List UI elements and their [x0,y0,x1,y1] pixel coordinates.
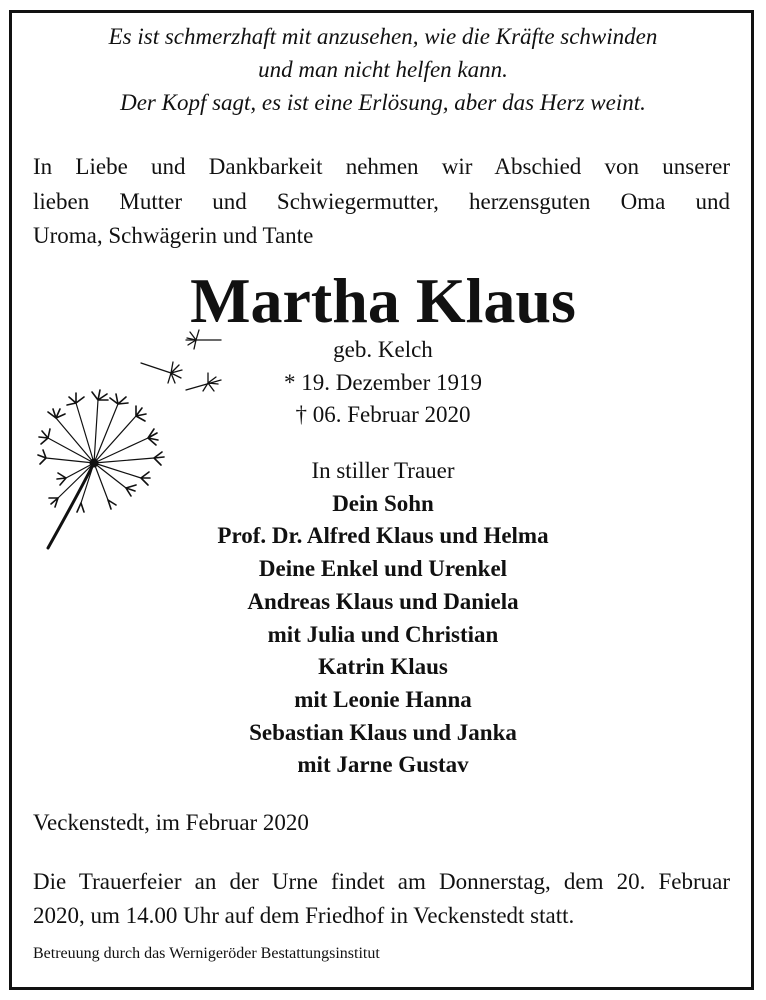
mourner-line: Katrin Klaus [318,654,448,680]
poem-line: Der Kopf sagt, es ist eine Erlösung, aber das Herz weint. [120,90,646,115]
mourner-line: mit Leonie Hanna [294,686,472,712]
intro-line: Uroma, Schwägerin und Tante [33,223,314,248]
birth-date: * 19. Dezember 1919 [284,369,482,395]
poem-line: und man nicht helfen kann. [258,57,508,82]
mourners-list [0,455,766,782]
mourner-line: Deine Enkel und Urenkel [258,556,508,582]
intro-line: lieben Mutter und Schwiegermutter, herzensguten Oma und [33,188,730,214]
mourner-line: Sebastian Klaus und Janka [249,719,517,745]
farewell-intro [33,150,730,254]
funeral-line: 2020, um 14.00 Uhr auf dem Friedhof in Veckenstedt statt. [33,903,575,928]
mourner-line: Andreas Klaus und Daniela [247,588,519,614]
poem-line: Es ist schmerzhaft mit anzusehen, wie die Kräfte schwinden [108,24,658,49]
memorial-poem [0,20,766,119]
place-date: Veckenstedt, im Februar 2020 [33,810,309,835]
funeral-info [33,865,730,933]
maiden-name: geb. Kelch [333,337,433,362]
funeral-service-note: Betreuung durch das Wernigeröder Bestattungsinstitut [33,945,380,962]
mourner-line: mit Julia und Christian [267,621,499,647]
intro-line: In Liebe und Dankbarkeit nehmen wir Abschied von unserer [33,154,730,179]
deceased-details [0,334,766,432]
mourners-heading: In stiller Trauer [311,458,455,483]
mourner-line: Prof. Dr. Alfred Klaus und Helma [217,523,549,549]
mourner-line: Dein Sohn [332,490,434,516]
mourner-line: mit Jarne Gustav [297,752,469,778]
deceased-name: Martha Klaus [190,265,576,336]
funeral-line: Die Trauerfeier an der Urne findet am Donnerstag, dem 20. Februar [33,869,730,894]
death-date: † 06. Februar 2020 [295,402,471,427]
